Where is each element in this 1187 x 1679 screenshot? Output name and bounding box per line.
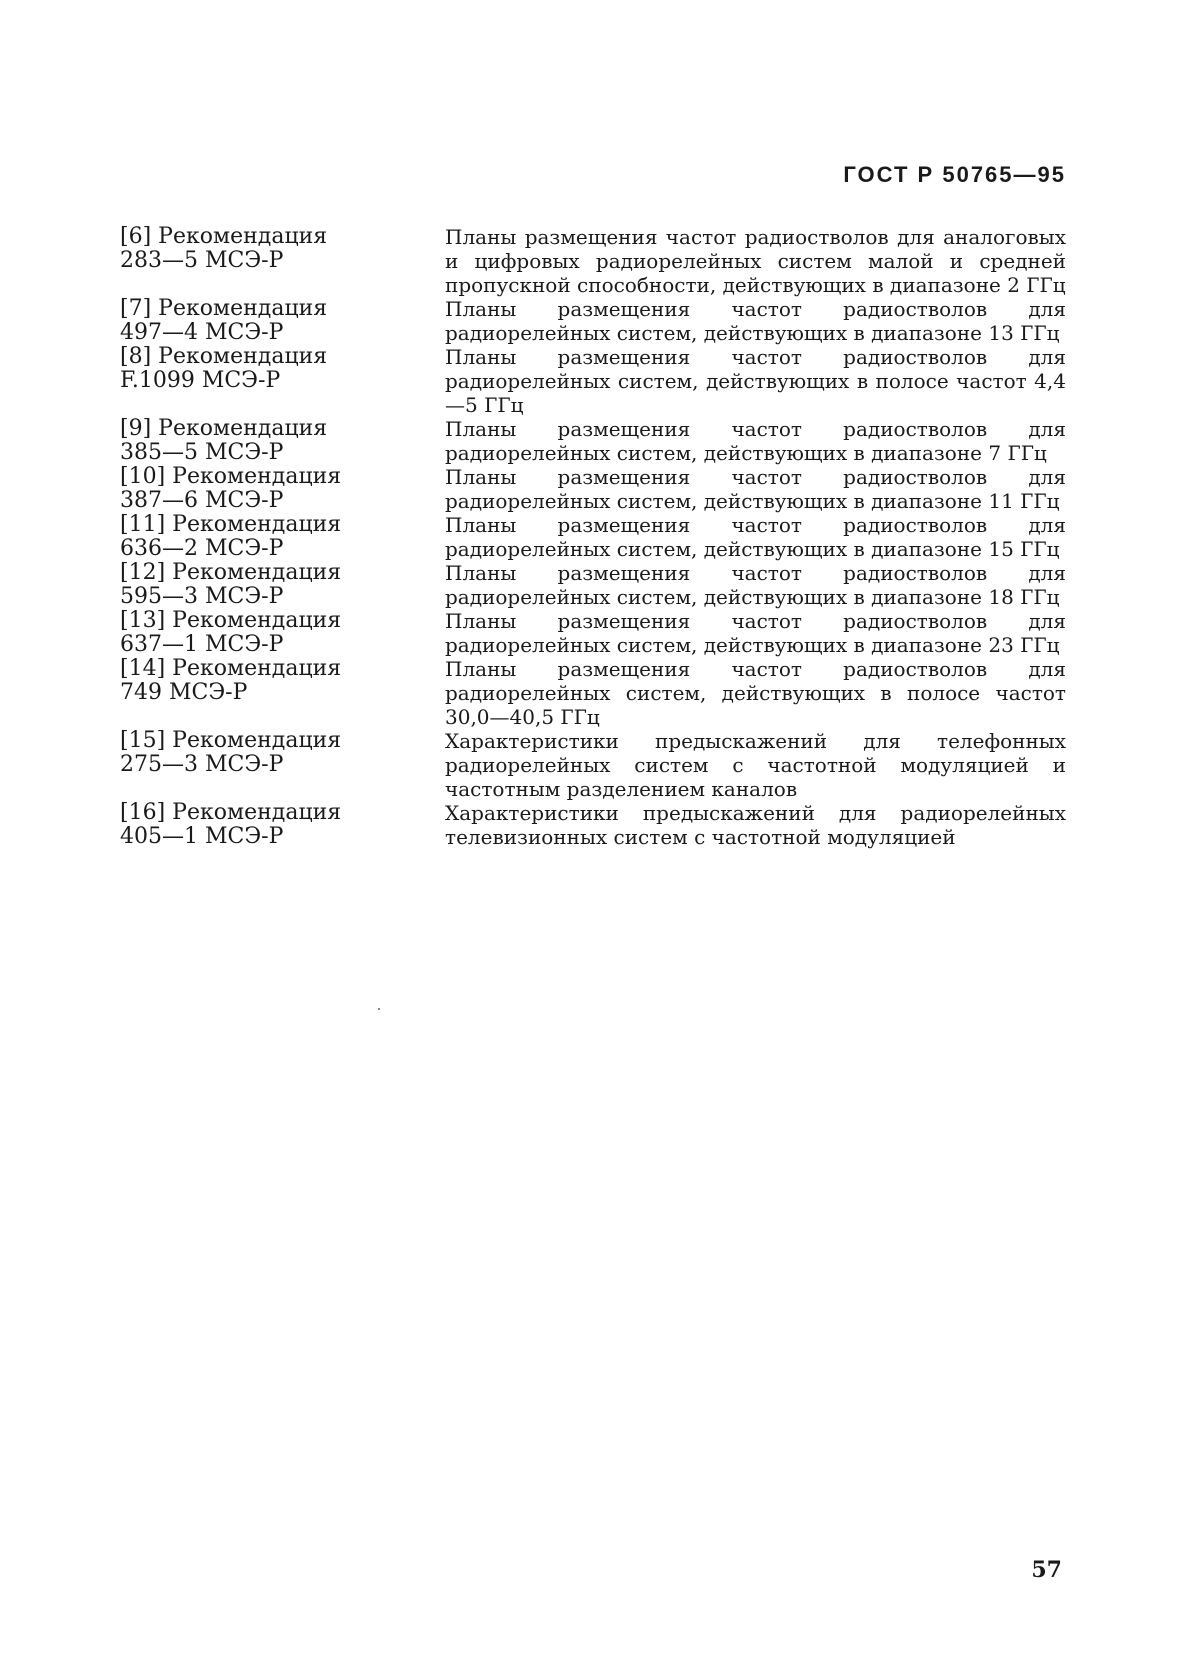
reference-code: 497—4 МСЭ-Р xyxy=(120,320,284,345)
reference-id xyxy=(120,417,445,465)
scan-speck xyxy=(378,1008,380,1010)
reference-title: Планы размещения частот радиостволов для радиорелейных систем, действующих в диапазоне 11 ГГц xyxy=(445,465,1066,513)
reference-item xyxy=(120,465,1066,513)
reference-type: Рекомендация xyxy=(172,560,342,585)
reference-item xyxy=(120,729,1066,801)
reference-id xyxy=(120,465,445,513)
reference-id xyxy=(120,225,445,273)
reference-number: [13] xyxy=(120,608,166,633)
reference-code: 637—1 МСЭ-Р xyxy=(120,632,284,657)
reference-number: [6] xyxy=(120,224,152,249)
reference-number: [15] xyxy=(120,728,166,753)
reference-title: Планы размещения частот радиостволов для радиорелейных систем, действующих в полосе частот 30,0—40,5 ГГц xyxy=(445,657,1066,729)
reference-item xyxy=(120,801,1066,849)
reference-code: 749 МСЭ-Р xyxy=(120,680,248,705)
reference-item xyxy=(120,561,1066,609)
reference-code: 385—5 МСЭ-Р xyxy=(120,440,284,465)
reference-type: Рекомендация xyxy=(172,728,342,753)
reference-title: Планы размещения частот радиостволов для радиорелейных систем, действующих в полосе частот 4,4—5 ГГц xyxy=(445,345,1066,417)
reference-number: [10] xyxy=(120,464,166,489)
reference-title: Планы размещения частот радиостволов для радиорелейных систем, действующих в диапазоне 15 ГГц xyxy=(445,513,1066,561)
reference-number: [9] xyxy=(120,416,152,441)
reference-type: Рекомендация xyxy=(158,344,328,369)
reference-id xyxy=(120,561,445,609)
reference-code: 283—5 МСЭ-Р xyxy=(120,248,284,273)
reference-title: Планы размещения частот радиостволов для радиорелейных систем, действующих в диапазоне 23 ГГц xyxy=(445,609,1066,657)
reference-id xyxy=(120,729,445,777)
reference-type: Рекомендация xyxy=(172,656,342,681)
reference-item xyxy=(120,609,1066,657)
reference-item xyxy=(120,225,1066,297)
reference-title: Планы размещения частот радиостволов для аналоговых и цифровых радиорелейных систем малой и средней пропускной способности, действующих в диапазоне 2 ГГц xyxy=(445,225,1066,297)
reference-number: [7] xyxy=(120,296,152,321)
reference-title: Характеристики предыскажений для радиорелейных телевизионных систем с частотной модуляцией xyxy=(445,801,1066,849)
reference-id xyxy=(120,297,445,345)
reference-code: 595—3 МСЭ-Р xyxy=(120,584,284,609)
reference-item xyxy=(120,417,1066,465)
reference-number: [14] xyxy=(120,656,166,681)
reference-code: 636—2 МСЭ-Р xyxy=(120,536,284,561)
reference-title: Планы размещения частот радиостволов для радиорелейных систем, действующих в диапазоне 18 ГГц xyxy=(445,561,1066,609)
reference-number: [8] xyxy=(120,344,152,369)
reference-id xyxy=(120,657,445,705)
reference-id xyxy=(120,513,445,561)
reference-title: Характеристики предыскажений для телефонных радиорелейных систем с частотной модуляцией и частотным разделением каналов xyxy=(445,729,1066,801)
reference-type: Рекомендация xyxy=(172,608,342,633)
reference-item xyxy=(120,345,1066,417)
reference-code: 275—3 МСЭ-Р xyxy=(120,752,284,777)
reference-number: [11] xyxy=(120,512,166,537)
reference-id xyxy=(120,345,445,393)
reference-code: F.1099 МСЭ-Р xyxy=(120,368,281,393)
reference-type: Рекомендация xyxy=(158,416,328,441)
reference-item xyxy=(120,513,1066,561)
page-number: 57 xyxy=(1031,1557,1062,1583)
reference-type: Рекомендация xyxy=(158,224,328,249)
reference-type: Рекомендация xyxy=(158,296,328,321)
reference-type: Рекомендация xyxy=(172,512,342,537)
reference-title: Планы размещения частот радиостволов для радиорелейных систем, действующих в диапазоне 13 ГГц xyxy=(445,297,1066,345)
reference-code: 387—6 МСЭ-Р xyxy=(120,488,284,513)
reference-number: [12] xyxy=(120,560,166,585)
reference-type: Рекомендация xyxy=(172,800,342,825)
reference-type: Рекомендация xyxy=(172,464,342,489)
reference-id xyxy=(120,801,445,849)
reference-id xyxy=(120,609,445,657)
document-code-header: ГОСТ Р 50765—95 xyxy=(843,162,1066,187)
references-list xyxy=(120,225,1066,849)
reference-code: 405—1 МСЭ-Р xyxy=(120,824,284,849)
reference-item xyxy=(120,297,1066,345)
reference-item xyxy=(120,657,1066,729)
reference-number: [16] xyxy=(120,800,166,825)
reference-title: Планы размещения частот радиостволов для радиорелейных систем, действующих в диапазоне 7 ГГц xyxy=(445,417,1066,465)
